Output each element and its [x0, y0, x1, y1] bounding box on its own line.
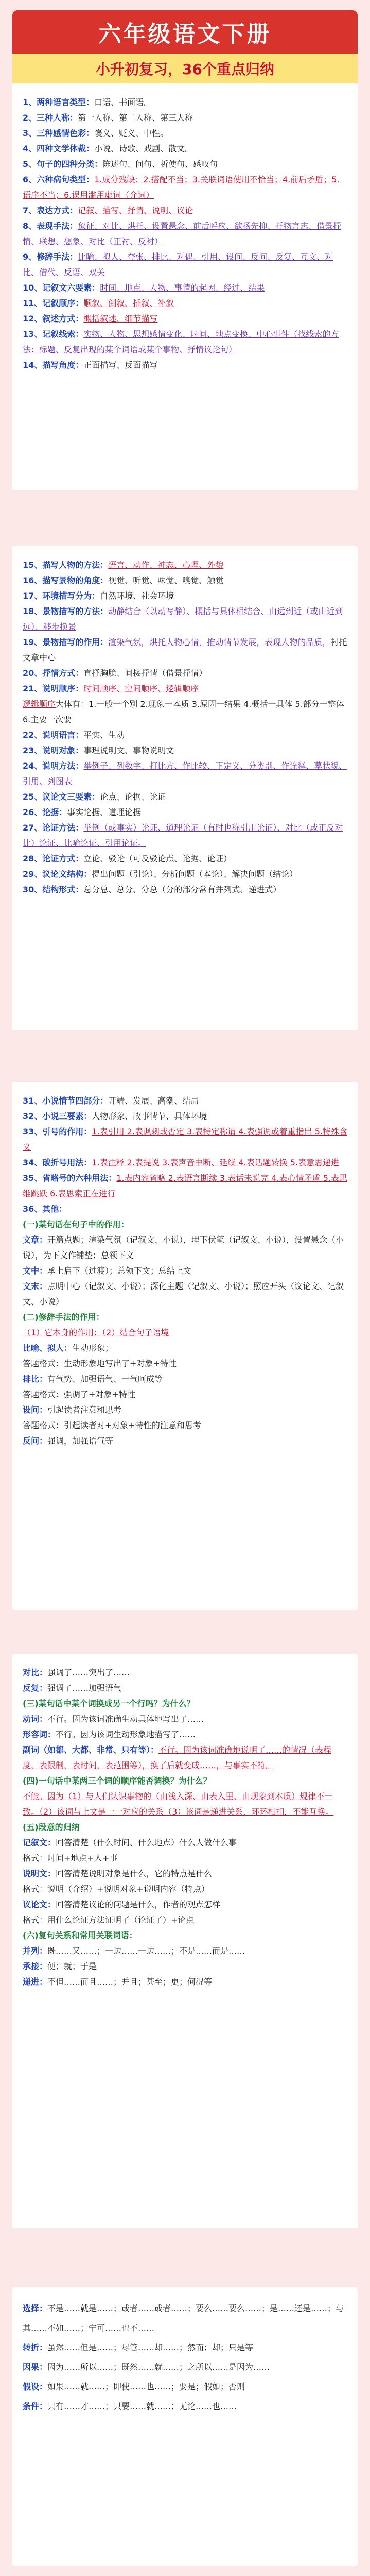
- item-number: 32、: [23, 1111, 43, 1121]
- list-item: [23, 1943, 347, 1959]
- item-label: 描写角度：: [42, 360, 84, 370]
- item-text: 答题格式：强调了+对象+特性: [23, 1389, 135, 1399]
- list-item: [23, 1171, 347, 1201]
- item-highlight-text: 举例（或事实）论证、道理论证（有时也称引用论证）、对比（或正反对比）论证、比喻论证、引用论证。: [23, 823, 343, 848]
- item-label: 选择：: [23, 2303, 48, 2313]
- list-item: [23, 1402, 347, 1418]
- item-label: 两种语言类型：: [37, 97, 95, 107]
- item-label: 因果：: [23, 2362, 48, 2372]
- item-text: 直抒胸臆、间接抒情（借景抒情）: [83, 668, 207, 678]
- item-label: 递进：: [23, 1977, 48, 1987]
- list-item: [23, 573, 347, 588]
- list-item: [23, 280, 347, 296]
- item-number: 27、: [23, 823, 43, 833]
- list-item: [23, 1341, 347, 1356]
- item-label: 承接：: [23, 1961, 48, 1971]
- item-label: 三种人称：: [37, 113, 78, 123]
- item-label: 破折号用法：: [42, 1158, 92, 1167]
- subheading: [23, 1696, 347, 1711]
- subheading: [23, 1325, 347, 1341]
- item-text: 答题格式：生动形象地写出了+对象+特性: [23, 1359, 177, 1368]
- item-label: 表达方式：: [37, 206, 78, 215]
- list-item: [23, 743, 347, 758]
- item-number: 25、: [23, 792, 43, 802]
- item-highlight-text: 不能。因为（1）与人们认识事物的（由浅入深、由表入里、由现象到本质）规律不一致。（2）该词与上文是一一对应的关系（3）该词是递进关系，环环相扣，不能互换。: [23, 1791, 334, 1817]
- list-item: [23, 867, 347, 882]
- list-item: [23, 1387, 347, 1402]
- item-text: 格式：时间+地点+人+事: [23, 1853, 118, 1863]
- item-label: 三种感情色彩：: [37, 128, 95, 138]
- item-label: 说明顺序：: [42, 684, 84, 693]
- item-text: 陈述句、问句、祈使句、感叹句: [102, 159, 218, 169]
- list-item: [23, 1897, 347, 1912]
- item-number: 20、: [23, 668, 43, 678]
- list-item: [23, 851, 347, 867]
- list-item: [23, 635, 347, 666]
- item-text: 因为……所以……；既然……就……；之所以……是因为……: [47, 2362, 270, 2372]
- item-label: 说明对象：: [42, 745, 84, 755]
- item-text: 答题格式：引起读者对+对象+特性的注意和思考: [23, 1420, 201, 1430]
- list-item: [23, 172, 347, 203]
- item-label: 排比：: [23, 1374, 48, 1384]
- item-highlight-text: 1.表注释 2.表提说 3.表声音中断、延续 4.表话题转换 5.表意思递进: [92, 1158, 339, 1167]
- item-label: 描写人物的方法：: [42, 560, 109, 570]
- item-number: 2、: [23, 113, 37, 123]
- subheading: [23, 1773, 347, 1789]
- item-text: 回答清楚议论的问题是什么，作者的观点怎样: [56, 1900, 221, 1909]
- item-number: 34、: [23, 1158, 43, 1167]
- item-text: 格式：用什么论证方法证明了（论证了）+论点: [23, 1915, 195, 1925]
- item-label: 描写景物的角度：: [42, 575, 109, 585]
- item-label: 记叙顺序：: [42, 298, 84, 308]
- item-label: 假设：: [23, 2382, 48, 2392]
- item-highlight-text: 顺叙、倒叙、插叙、补叙: [83, 298, 174, 308]
- item-text: 事理说明文、事物说明文: [83, 745, 174, 755]
- list-item: [23, 1974, 347, 1990]
- list-item: [23, 1866, 347, 1882]
- item-number: 33、: [23, 1127, 43, 1137]
- item-number: 36、: [23, 1204, 43, 1214]
- item-text: 衬托文章中心: [23, 637, 347, 663]
- item-label: 动词：: [23, 1714, 48, 1724]
- item-highlight-text: 概括叙述，细节描写: [83, 314, 158, 324]
- item-number: 13、: [23, 329, 43, 339]
- subheading-text: (三)某句话中某个词换成另一个行吗？为什么？: [23, 1699, 195, 1708]
- list-item: [23, 1851, 347, 1866]
- item-label: 文章：: [23, 1235, 48, 1245]
- item-highlight-text: 动静结合（以动写静）、概括与具体相结合、由远到近（或由近到远）、移步换景: [23, 606, 343, 632]
- item-text: 既……又……；一边……一边……；不是……而是……: [47, 1946, 245, 1956]
- item-highlight-text: 象征、对比、烘托、设置悬念、前后呼应、欲扬先抑、托物言志、借景抒情、联想、想象、对比（正衬、反衬）: [23, 221, 342, 246]
- list-item: [23, 588, 347, 604]
- section-card-4: [12, 1654, 358, 2228]
- item-label: 引号的作用：: [42, 1127, 92, 1137]
- item-highlight-text: 渲染气氛，烘托人物心情，推动情节发展，表现人物的品质，: [108, 637, 331, 647]
- item-text: 强调了……突出了……: [47, 1668, 130, 1677]
- subheading: [23, 1310, 347, 1325]
- item-number: 3、: [23, 128, 37, 138]
- list-item: [23, 727, 347, 743]
- item-number: 1、: [23, 97, 37, 107]
- item-label: 叙述方式：: [42, 314, 84, 324]
- item-text: 只有……才……；只要……就……；无论……也……: [47, 2401, 237, 2411]
- item-text: 如果……就……；即使……也……；要是；假如；否则: [47, 2382, 245, 2392]
- subheading-text: （1）它本身的作用；（2）结合句子语境: [23, 1328, 169, 1337]
- list-item: [23, 358, 347, 373]
- list-item: [23, 805, 347, 820]
- item-text: 视觉、听觉、味觉、嗅觉、触觉: [108, 575, 224, 585]
- item-label: 景物描写的作用：: [42, 637, 109, 647]
- item-label: 论证方式：: [42, 854, 84, 863]
- item-text: 生动形象；: [72, 1343, 114, 1353]
- item-label: 转折：: [23, 2343, 48, 2352]
- page-subtitle: 小升初复习，36个重点归纳: [12, 54, 358, 83]
- item-label: 议论文结构：: [42, 869, 92, 879]
- item-number: 15、: [23, 560, 43, 570]
- list-item: [23, 681, 347, 697]
- list-item: [23, 1109, 347, 1124]
- item-text: 口语、书面语。: [94, 97, 152, 107]
- item-number: 30、: [23, 885, 43, 894]
- item-text: 便；就；于是: [47, 1961, 97, 1971]
- item-number: 12、: [23, 314, 43, 324]
- list-item: [23, 157, 347, 172]
- list-item: [23, 1279, 347, 1310]
- item-highlight-text: 时间、地点、人物、事情的起因、经过、结果: [100, 283, 265, 293]
- item-label: 说明方法：: [42, 761, 84, 771]
- list-item: [23, 1418, 347, 1433]
- item-number: 23、: [23, 745, 43, 755]
- item-label: 副词（如都、大都、非常、只有等）：: [23, 1745, 159, 1755]
- item-number: 22、: [23, 730, 43, 740]
- item-highlight-text: 记叙、描写、抒情、说明、议论: [78, 206, 193, 215]
- list-item: [23, 249, 347, 280]
- item-number: 21、: [23, 684, 43, 693]
- item-label: 议论文：: [23, 1900, 56, 1909]
- item-highlight-text: 时间顺序、空间顺序、逻辑顺序: [83, 684, 199, 693]
- item-number: 18、: [23, 606, 43, 616]
- list-item: [23, 2358, 347, 2377]
- list-item: [23, 557, 347, 573]
- item-number: 17、: [23, 591, 43, 601]
- item-text: 不但……而且……；并且；甚至；更；何况等: [47, 1977, 213, 1987]
- subheading: [23, 1217, 347, 1232]
- subheading: [23, 1820, 347, 1835]
- item-text: 论点、论据、论证: [100, 792, 166, 802]
- list-item: [23, 1959, 347, 1974]
- list-item: [23, 1263, 347, 1279]
- item-number: 5、: [23, 159, 37, 169]
- item-text: 引起读者注意和思考: [47, 1405, 122, 1415]
- item-number: 14、: [23, 360, 43, 370]
- list-item: [23, 311, 347, 327]
- item-text: 褒义、贬义、中性。: [94, 128, 169, 138]
- section-card-5: [12, 2287, 358, 2566]
- list-item: [23, 1433, 347, 1449]
- section-card-2: [12, 546, 358, 1030]
- item-label: 论证方法：: [42, 823, 84, 833]
- item-number: 10、: [23, 283, 43, 293]
- list-item: [23, 141, 347, 157]
- item-text: 开篇点题；渲染气氛（记叙文、小说），埋下伏笔（记叙文、小说），设置悬念（小说），为下文作铺垫；总领下文: [23, 1235, 344, 1260]
- item-highlight-text: 1.表内容省略 2.表语言断续 3.表话未说完 4.表心情矛盾 5.表思维跳跃 6.表思索正在进行: [23, 1173, 347, 1198]
- item-label: 设问：: [23, 1405, 48, 1415]
- item-label: 比喻、拟人：: [23, 1343, 73, 1353]
- item-number: 24、: [23, 761, 43, 771]
- list-item: [23, 95, 347, 110]
- list-item: [23, 126, 347, 141]
- item-number: 31、: [23, 1096, 43, 1106]
- item-text: 虽然……但是……；尽管……却……；然而；却；只是等: [47, 2343, 254, 2352]
- list-item: [23, 327, 347, 358]
- item-label: 记叙文：: [23, 1838, 56, 1848]
- item-label: 六种病句类型：: [37, 175, 95, 184]
- item-label: 议论文三要素：: [42, 792, 100, 802]
- item-text: 有气势、加强语气、一气呵成等: [47, 1374, 163, 1384]
- item-number: 19、: [23, 637, 43, 647]
- item-text: 点明中心（记叙文、小说）；深化主题（记叙文、小说）；照应开头（议论文、记叙文、小说）: [23, 1281, 344, 1307]
- item-label: 修辞手法：: [37, 252, 78, 262]
- item-label: 文中：: [23, 1266, 48, 1276]
- item-label: 环境描写分为：: [42, 591, 100, 601]
- list-item: [23, 789, 347, 805]
- item-number: 7、: [23, 206, 37, 215]
- list-item: [23, 2377, 347, 2397]
- list-item: [23, 1789, 347, 1820]
- item-highlight-text: 举例子、列数字、打比方、作比较、下定义、分类别、作诠释、摹状貌、引用、列图表: [23, 761, 347, 786]
- item-text: 回答清楚说明对象是什么，它的特点是什么: [56, 1869, 213, 1878]
- item-text: 不是……就是……；或者……或者……；要么……要么……；是……还是……；与其……不如……；宁可……也不……: [23, 2303, 344, 2333]
- list-item: [23, 296, 347, 311]
- item-text: 回答清楚（什么时间、什么地点）什么人做什么事: [56, 1838, 237, 1848]
- item-label: 记叙线索：: [42, 329, 84, 339]
- list-item: [23, 1124, 347, 1155]
- item-label: 句子的四种分类：: [37, 159, 103, 169]
- list-item: [23, 2338, 347, 2358]
- list-item: [23, 666, 347, 681]
- list-item: [23, 1711, 347, 1727]
- subheading: [23, 1928, 347, 1943]
- item-number: 9、: [23, 252, 37, 262]
- list-item: [23, 2397, 347, 2416]
- item-text: 小说、诗歌、戏剧、散文。: [94, 144, 193, 154]
- list-item: [23, 820, 347, 851]
- list-item: [23, 1727, 347, 1742]
- item-number: 26、: [23, 807, 43, 817]
- list-item: [23, 1155, 347, 1171]
- list-item: [23, 203, 347, 218]
- item-text: 总分总、总分、分总（分的部分常有并列式、递进式）: [83, 885, 281, 894]
- subheading-text: (五)段意的归纳: [23, 1822, 80, 1832]
- subheading-text: (二)修辞手法的作用：: [23, 1312, 104, 1322]
- item-text: 大体有：1.一般一个别 2.现象一本质 3.原因一结果 4.概括一具体 5.部分一整体 6.主要一次要: [23, 699, 344, 724]
- item-label: 表现手法：: [37, 221, 78, 231]
- item-highlight-text: 1.表引用 2.表讽刺或否定 3.表特定称谓 4.表强调或着重指出 5.特殊含义: [23, 1127, 347, 1152]
- item-text: 提出问题（引论）、分析问题（本论）、解决问题（结论）: [92, 869, 298, 879]
- list-item: [23, 1665, 347, 1681]
- item-highlight-text: 1.成分残缺；2.搭配不当；3.关联词语使用不恰当；4.前后矛盾；5.语序不当；6.误用滥用虚词（介词）: [23, 175, 340, 200]
- item-label: 反问：: [23, 1436, 48, 1446]
- item-number: 6、: [23, 175, 37, 184]
- item-number: 35、: [23, 1173, 43, 1183]
- item-label: 小说三要素：: [42, 1111, 92, 1121]
- item-label: 条件：: [23, 2401, 48, 2411]
- item-label: 抒情方式：: [42, 668, 84, 678]
- list-item: [23, 2299, 347, 2338]
- list-item: [23, 1356, 347, 1371]
- section-card-1: [12, 83, 358, 490]
- list-item: [23, 604, 347, 635]
- item-label: 形容词：: [23, 1730, 56, 1739]
- item-label: 省略号的六种用法：: [42, 1173, 117, 1183]
- item-text: 承上启下（过渡）；总领下文；总结上文: [47, 1266, 192, 1276]
- item-number: 8、: [23, 221, 37, 231]
- list-item: [23, 882, 347, 897]
- item-number: 29、: [23, 869, 43, 879]
- list-item: [23, 1232, 347, 1263]
- item-text: 平实、生动: [83, 730, 125, 740]
- page-title: 六年级语文下册: [12, 10, 358, 54]
- item-text: 自然环境、社会环境: [100, 591, 174, 601]
- list-item: [23, 1201, 347, 1217]
- list-item: [23, 1371, 347, 1387]
- list-item: [23, 1882, 347, 1897]
- item-label: 说明语言：: [42, 730, 84, 740]
- item-label: 四种文学体裁：: [37, 144, 95, 154]
- item-label: 景物描写的方法：: [42, 606, 109, 616]
- item-text: 正面描写、反面描写: [83, 360, 158, 370]
- item-highlight-text: 不行。因为该词准确地说明了……的情况（表程度，表限制，表时间，表范围等），换了后就变成……，与事实不符。: [23, 1745, 332, 1770]
- list-item: [23, 1093, 347, 1109]
- item-text: 格式：说明（介绍）+说明对象+说明内容（特点）: [23, 1884, 209, 1894]
- list-item: [23, 1835, 347, 1851]
- item-text: 强调了……加强语气: [47, 1683, 122, 1693]
- item-highlight-text: 实物、人物、思想感情变化、时间、地点变换、中心事件（找线索的方法：标题、反复出现的某个词语或某个事物、抒情议论句）: [23, 329, 339, 354]
- item-text: 不行。因为该词准确生动具体地写出了……: [47, 1714, 204, 1724]
- section-card-3: [12, 1082, 358, 1610]
- item-highlight-text: 语言、动作、神态、心理、外貌: [108, 560, 224, 570]
- list-item: [23, 758, 347, 789]
- item-label: 小说情节四部分：: [42, 1096, 109, 1106]
- item-label: 记叙文六要素：: [42, 283, 100, 293]
- item-text: 事实论据、道理论据: [67, 807, 142, 817]
- list-item: [23, 1681, 347, 1696]
- subheading-text: (六)复句关系和常用关联词语：: [23, 1930, 137, 1940]
- item-label: 反复：: [23, 1683, 48, 1693]
- list-item: [23, 697, 347, 727]
- list-item: [23, 1742, 347, 1773]
- item-number: 28、: [23, 854, 43, 863]
- item-highlight-text: 比喻、拟人、夸张、排比、对偶、引用、设问、反问、反复、互文、对比、借代、反语、双关: [23, 252, 333, 277]
- item-number: 16、: [23, 575, 43, 585]
- item-text: 强调，加强语气等: [47, 1436, 114, 1446]
- list-item: [23, 110, 347, 126]
- list-item: [23, 1912, 347, 1928]
- item-text: 立论、驳论（可反驳论点、论据、论证）: [83, 854, 232, 863]
- item-text: 人物形象、故事情节、具体环境: [92, 1111, 207, 1121]
- item-number: 11、: [23, 298, 43, 308]
- item-label: 结构形式：: [42, 885, 84, 894]
- item-label: 论据：: [42, 807, 67, 817]
- item-label: 说明文：: [23, 1869, 56, 1878]
- item-number: 4、: [23, 144, 37, 154]
- item-text: 开端、发展、高潮、结局: [108, 1096, 199, 1106]
- item-text: 第一人称、第二人称、第三人称: [78, 113, 193, 123]
- item-label: 其他：: [42, 1204, 67, 1214]
- subheading-text: (四)一句话中某两三个词的顺序能否调换？为什么？: [23, 1776, 212, 1786]
- item-text: 不行。因为该词生动形象地描写了……: [56, 1730, 196, 1739]
- subheading-text: (一)某句话在句子中的作用：: [23, 1219, 129, 1229]
- item-highlight-text: 逻辑顺序: [23, 699, 56, 709]
- item-label: 文末：: [23, 1281, 48, 1291]
- item-label: 对比：: [23, 1668, 48, 1677]
- list-item: [23, 218, 347, 249]
- item-label: 并列：: [23, 1946, 48, 1956]
